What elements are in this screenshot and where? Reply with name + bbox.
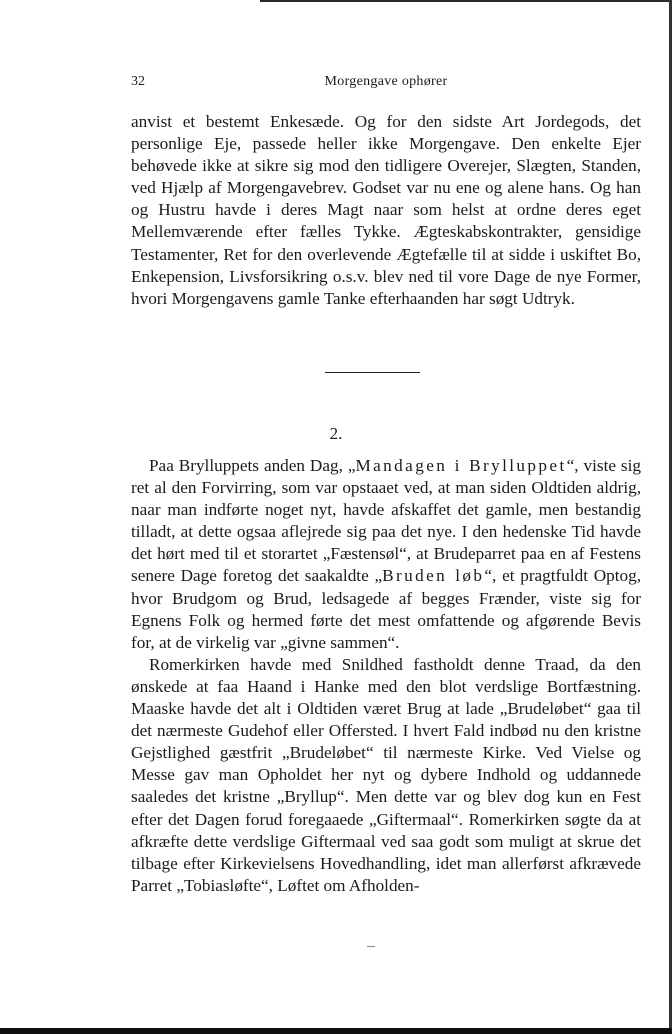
section-number: 2. bbox=[329, 424, 343, 443]
paragraph-1: anvist et bestemt Enkesæde. Og for den sidste Art Jordegods, det personlige Eje, passede heller ikke Morgengave. Den enkelte Ejer behøvede ikke at sikre sig mod den tidligere Overejer, Slægten, Standen, ved Hjælp af Morgengavebrev. Godset var nu ene og alene hans. Og han og Hustru havde i deres Magt naar som helst at ordne deres eget Mellemværende efter fælles Tykke. Ægteskabskontrakter, gensidige Testamenter, Ret for den overlevende Ægtefælle til at sidde i uskiftet Bo, Enkepension, Livsforsikring o.s.v. blev ned til vore Dage de nye Former, hvori Morgengavens gamle Tanke efterhaanden har søgt Udtryk. bbox=[131, 112, 641, 308]
spaced-term-mandagen: Mandagen i Brylluppet bbox=[355, 456, 567, 475]
spaced-term-brudelob: Bruden løb bbox=[382, 566, 485, 586]
paragraph-2-part-1: Paa Brylluppets anden Dag, „ bbox=[149, 456, 356, 475]
page-number: 32 bbox=[131, 74, 145, 89]
page-top-edge bbox=[260, 0, 672, 2]
page-header bbox=[131, 74, 641, 96]
page-bottom-edge bbox=[0, 1028, 672, 1034]
section-body bbox=[131, 455, 641, 897]
footer-mark bbox=[367, 946, 375, 947]
paragraph-2-part-3: “, et pragtfuldt Optog, hvor Brudgom og Brud, ledsagede af begges Frænder, viste sig for Egnens Folk og hermed førte det mest omfattende og afgørende Bevis for, at de virkelig var „givne sammen“. bbox=[131, 566, 642, 652]
running-title: Morgengave ophører bbox=[324, 74, 448, 89]
paragraph-2-part-2: “, viste sig ret al den Forvirring, som var opstaaet ved, at man siden Oldtiden aldrig, naar man indførte noget nyt, havde afskaffet det gamle, men bestandig tilladt, at dette ogsaa aflejrede sig paa det nye. I den hedenske Tid havde det hørt med til et storartet „Fæstensøl“, at Brudeparret paa en af Festens senere Dage foretog det saakaldte „ bbox=[131, 456, 641, 586]
section-divider-rule bbox=[325, 372, 420, 373]
paragraph-3: Romerkirken havde med Snildhed fastholdt denne Traad, da den ønskede at faa Haand i Hanke med den blot verdslige Bortfæstning. Maaske havde det alt i Oldtiden været Brug at lade „Brudeløbet“ gaa til det nærmeste Gudehof eller Offersted. I hvert Fald indbød nu den kristne Gejstlighed gæstfrit „Brudeløbet“ til nærmeste Kirke. Ved Vielse og Messe gav man Opholdet her nyt og dybere Indhold og uddannede saaledes det kristne „Bryllup“. Men dette var og blev dog kun en Fest efter det Dagen forud foregaaede „Giftermaal“. Romerkirken søgte da at afkræfte dette verdslige Giftermaal ved saa godt som muligt at skrue det tilbage efter Kirkevielsens Hovedhandling, idet man allerførst afkrævede Parret „Tobiasløfte“, Løftet om Afholden- bbox=[131, 654, 641, 895]
paragraph-2 bbox=[131, 455, 641, 654]
